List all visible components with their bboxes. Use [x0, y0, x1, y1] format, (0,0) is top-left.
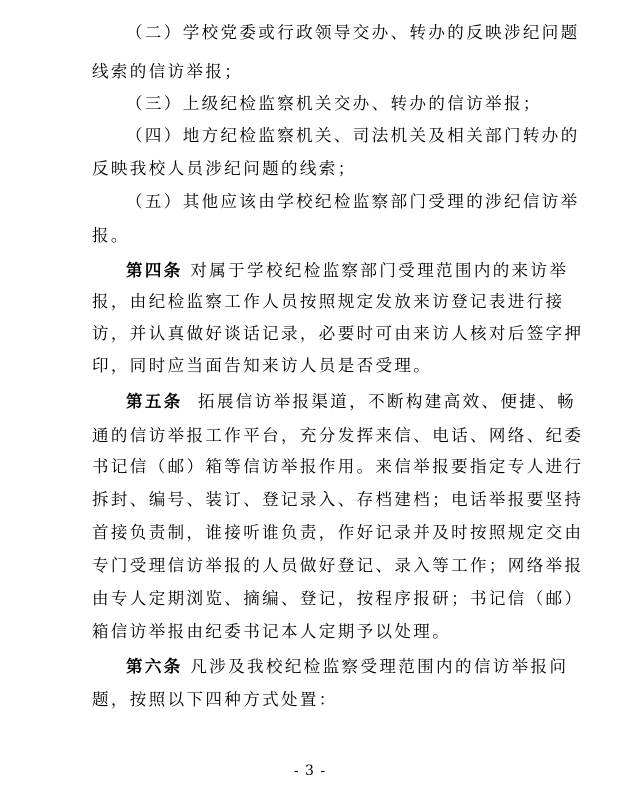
article-4-first-line: 第四条 对属于学校纪检监察部门受理范围内的来访举 [126, 261, 569, 280]
page-number: - 3 - [293, 763, 327, 779]
paragraph-line-item-5-end: 报。 [92, 226, 130, 245]
article-5-line: 拆封、编号、装订、登记录入、存档建档；电话举报要坚持 [92, 490, 584, 509]
article-6-heading: 第六条 [126, 657, 183, 676]
article-5-line: 专门受理信访举报的人员做好登记、录入等工作；网络举报 [92, 556, 584, 575]
article-5-heading: 第五条 [126, 392, 183, 411]
paragraph-line-item-4-end: 反映我校人员涉纪问题的线索； [92, 159, 357, 178]
article-5-line: 通的信访举报工作平台，充分发挥来信、电话、网络、纪委 [92, 426, 584, 445]
article-6-line: 题，按照以下四种方式处置： [92, 690, 338, 709]
article-4-line: 报，由纪检监察工作人员按照规定发放来访登记表进行接 [92, 292, 565, 311]
article-5-line: 箱信访举报由纪委书记本人定期予以处理。 [92, 622, 452, 641]
article-5-line: 书记信（邮）箱等信访举报作用。来信举报要指定专人进行 [92, 457, 584, 476]
article-6-first-line: 第六条 凡涉及我校纪检监察受理范围内的信访举报问 [126, 657, 569, 676]
article-5-line: 由专人定期浏览、摘编、登记，按程序报研；书记信（邮） [92, 589, 584, 608]
article-4-line: 访，并认真做好谈话记录，必要时可由来访人核对后签字押 [92, 324, 584, 343]
paragraph-line-item-4-start: （四）地方纪检监察机关、司法机关及相关部门转办的 [126, 126, 580, 145]
paragraph-line-item-5-start: （五）其他应该由学校纪检监察部门受理的涉纪信访举 [126, 192, 580, 211]
article-4-line: 印，同时应当面告知来访人员是否受理。 [92, 356, 433, 375]
paragraph-line-item-2-start: （二）学校党委或行政领导交办、转办的反映涉纪问题 [126, 23, 580, 42]
article-5-first-line: 第五条 拓展信访举报渠道，不断构建高效、便捷、畅 [126, 392, 576, 411]
paragraph-line-item-2-end: 线索的信访举报； [92, 62, 244, 81]
article-5-line: 首接负责制，谁接听谁负责，作好记录并及时按照规定交由 [92, 523, 584, 542]
paragraph-line-item-3: （三）上级纪检监察机关交办、转办的信访举报； [126, 94, 542, 113]
article-4-heading: 第四条 [126, 261, 183, 280]
